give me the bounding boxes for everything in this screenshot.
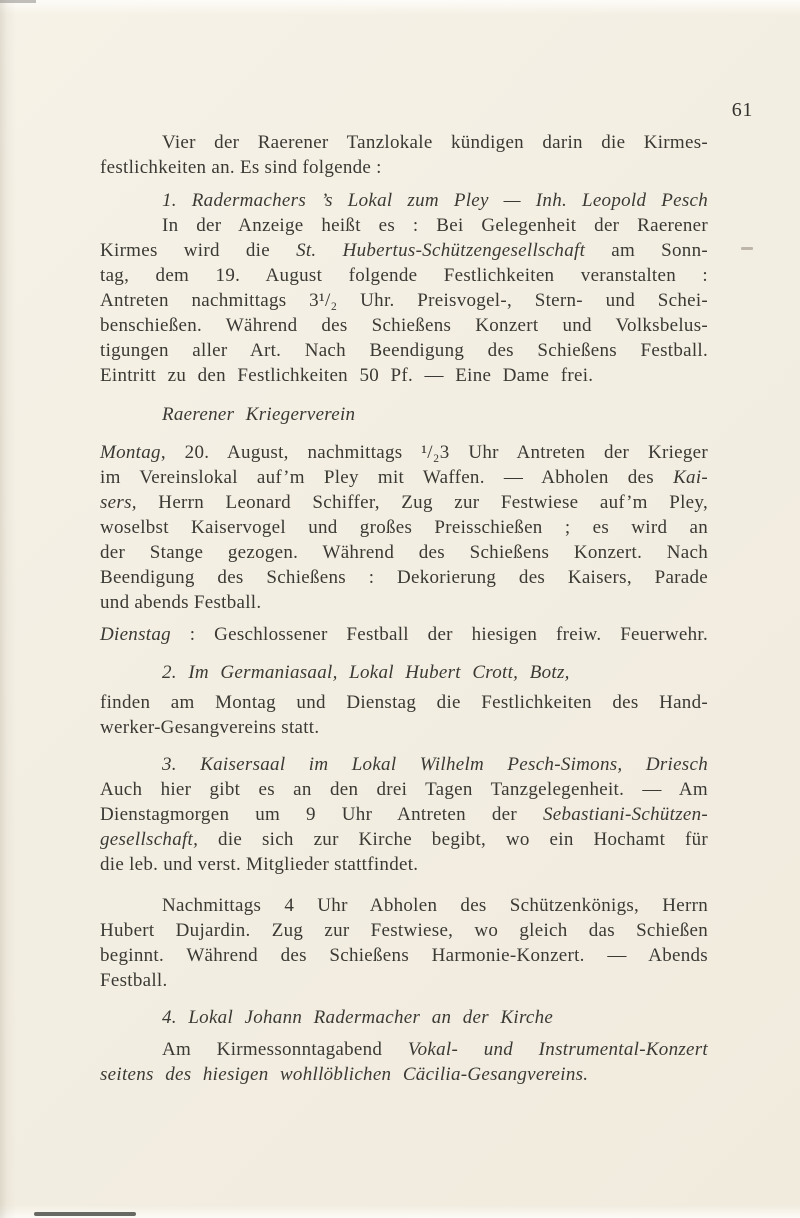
text: die sich zur Kirche begibt, wo ein Hochamt für: [198, 829, 708, 850]
text-line: [100, 263, 708, 288]
text-line: [100, 1037, 708, 1062]
paragraph: [100, 213, 708, 388]
text-block: [100, 130, 708, 1087]
italic-text: St. Hubertus-Schützengesellschaft: [296, 240, 586, 261]
text: Dienstagmorgen um 9 Uhr Antreten der: [100, 804, 543, 825]
page-number: 61: [731, 99, 753, 121]
italic-text: Sebastiani-Schützen-: [542, 804, 708, 825]
heading: [100, 188, 708, 213]
text-line: [100, 155, 708, 180]
text-line: [100, 852, 708, 877]
text-line: [100, 715, 708, 740]
heading: [100, 402, 708, 427]
text-line: [100, 943, 708, 968]
text-line: [100, 402, 708, 427]
text: beginnt. Während des Schießens Harmonie-Konzert. — Abends: [100, 945, 708, 966]
text-line: [100, 1062, 708, 1087]
text-line: [100, 777, 708, 802]
text-line: [100, 188, 708, 213]
text-line: [100, 622, 708, 647]
paragraph: [100, 1037, 708, 1087]
paragraph: [100, 777, 708, 877]
text: Auch hier gibt es an den drei Tagen Tanzgelegenheit. — Am: [100, 779, 708, 800]
text: Vier der Raerener Tanzlokale kündigen darin die Kirmes-: [162, 132, 708, 153]
paragraph: [100, 690, 708, 740]
text: In der Anzeige heißt es : Bei Gelegenheit der Raerener: [162, 215, 708, 236]
text: tag, dem 19. August folgende Festlichkeiten veranstalten :: [100, 265, 708, 286]
text-line: [100, 540, 708, 565]
text: werker-Gesangvereins statt.: [100, 717, 320, 738]
scan-edge-mark-bottom: [34, 1212, 136, 1216]
paragraph: [100, 130, 708, 180]
text: Antreten nachmittags 3¹/₂ Uhr. Preisvogel-, Stern- und Schei-: [100, 290, 708, 311]
italic-text: 4. Lokal Johann Radermacher an der Kirche: [162, 1007, 554, 1028]
heading: [100, 1005, 708, 1030]
text-line: [100, 363, 708, 388]
text-line: [100, 515, 708, 540]
text: Am Kirmessonntagabend: [162, 1039, 408, 1060]
text: benschießen. Während des Schießens Konzert und Volksbelus-: [100, 315, 708, 336]
text-line: [100, 238, 708, 263]
heading: [100, 660, 708, 685]
text: Kirmes wird die: [100, 240, 297, 261]
italic-text: 2. Im Germaniasaal, Lokal Hubert Crott, Botz,: [162, 662, 570, 683]
text: woselbst Kaiservogel und großes Preisschießen ; es wird an: [100, 517, 708, 538]
text-line: [100, 660, 708, 685]
text-line: [100, 590, 708, 615]
text-line: [100, 338, 708, 363]
text-line: [100, 690, 708, 715]
italic-text: Vokal- und Instrumental-Konzert: [407, 1039, 708, 1060]
text: tigungen aller Art. Nach Beendigung des Schießens Festball.: [100, 340, 708, 361]
text-line: [100, 213, 708, 238]
text: , 20. August, nachmittags ¹/₂3 Uhr Antreten der Krieger: [160, 442, 708, 463]
paragraph: [100, 622, 708, 647]
italic-text: 3. Kaisersaal im Lokal Wilhelm Pesch-Simons, Driesch: [162, 754, 708, 775]
text: Beendigung des Schießens : Dekorierung des Kaisers, Parade: [100, 567, 708, 588]
text: Herrn Leonard Schiffer, Zug zur Festwiese auf’m Pley,: [136, 492, 708, 513]
italic-text: sers,: [100, 492, 137, 513]
text: festlichkeiten an. Es sind folgende :: [100, 157, 382, 178]
text: der Stange gezogen. Während des Schießens Konzert. Nach: [100, 542, 708, 563]
print-artifact-dash: [741, 247, 753, 250]
text-line: [100, 490, 708, 515]
text: und abends Festball.: [100, 592, 262, 613]
italic-text: Raerener Kriegerverein: [162, 404, 356, 425]
text-line: [100, 130, 708, 155]
text-line: [100, 802, 708, 827]
text: : Geschlossener Festball der hiesigen freiw. Feuerwehr.: [170, 624, 708, 645]
text-line: [100, 918, 708, 943]
text-line: [100, 968, 708, 993]
text: Festball.: [100, 970, 168, 991]
paragraph: [100, 893, 708, 993]
text: Nachmittags 4 Uhr Abholen des Schützenkönigs, Herrn: [162, 895, 708, 916]
text-line: [100, 313, 708, 338]
text: Hubert Dujardin. Zug zur Festwiese, wo gleich das Schießen: [100, 920, 708, 941]
text-line: [100, 893, 708, 918]
text: im Vereinslokal auf’m Pley mit Waffen. — Abholen des: [100, 467, 674, 488]
text: finden am Montag und Dienstag die Festlichkeiten des Hand-: [100, 692, 708, 713]
text-line: [100, 827, 708, 852]
text-line: [100, 565, 708, 590]
italic-text: 1. Radermachers ’s Lokal zum Pley — Inh. Leopold Pesch: [162, 190, 708, 211]
italic-text: seitens des hiesigen wohllöblichen Cäcilia-Gesangvereins.: [100, 1064, 589, 1085]
italic-text: gesellschaft,: [100, 829, 199, 850]
heading: [100, 752, 708, 777]
text-line: [100, 752, 708, 777]
text-line: [100, 1005, 708, 1030]
text: die leb. und verst. Mitglieder stattfindet.: [100, 854, 419, 875]
text-line: [100, 288, 708, 313]
text-line: [100, 440, 708, 465]
paragraph: [100, 440, 708, 615]
italic-text: Dienstag: [100, 624, 171, 645]
text-line: [100, 465, 708, 490]
text: am Sonn-: [585, 240, 708, 261]
italic-text: Kai-: [673, 467, 708, 488]
scan-edge-mark-top: [0, 0, 36, 3]
text: Eintritt zu den Festlichkeiten 50 Pf. — Eine Dame frei.: [100, 365, 594, 386]
italic-text: Montag: [100, 442, 161, 463]
